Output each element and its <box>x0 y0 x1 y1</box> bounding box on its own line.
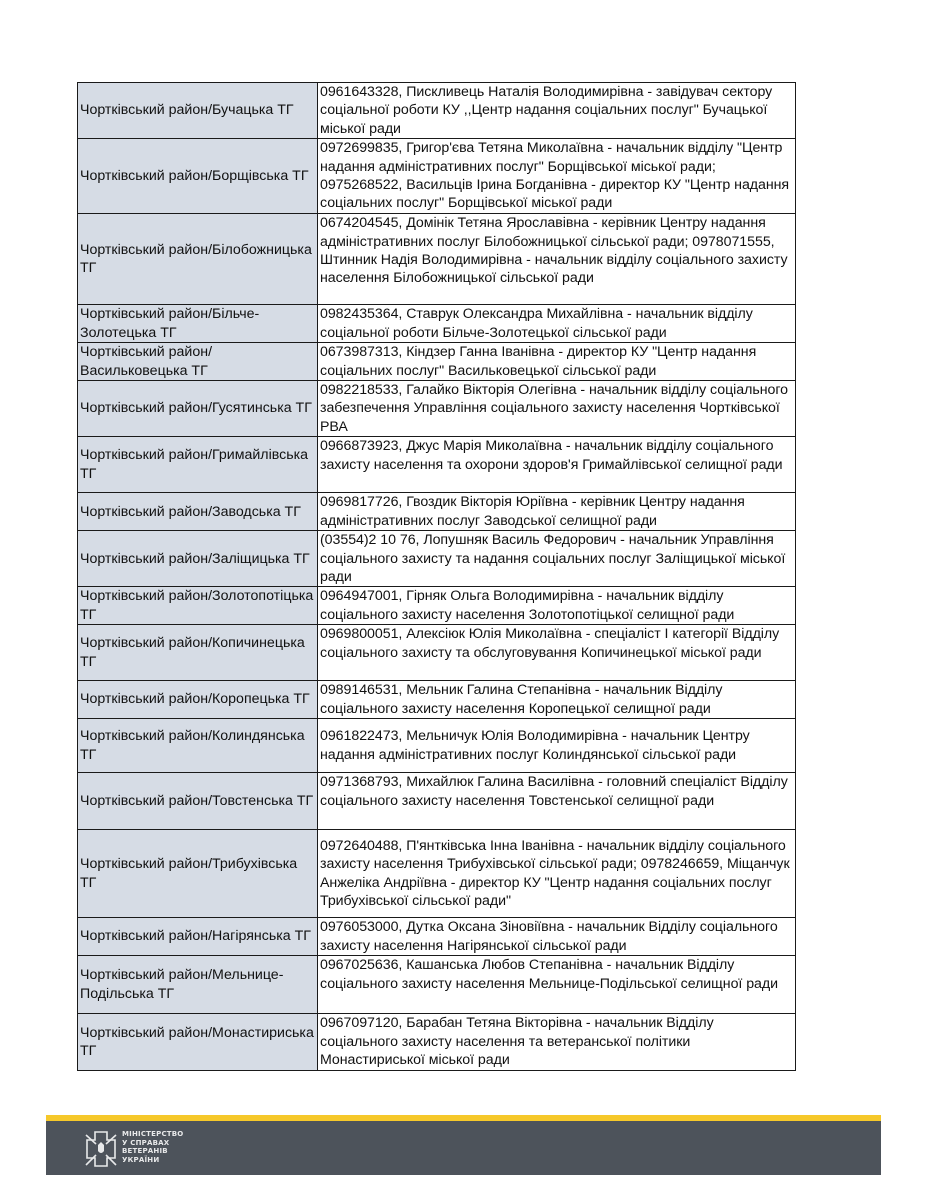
contact-cell: 0966873923, Джус Марія Миколаївна - начальник відділу соціального захисту населення та охорони здоров'я Гримайлівської селищної ради <box>318 437 796 493</box>
contact-cell: 0971368793, Михайлюк Галина Василівна - головний спеціаліст Відділу соціального захисту населення Товстенської селищної ради <box>318 773 796 830</box>
region-cell: Чортківський район/Бучацька ТГ <box>78 83 318 139</box>
table-row <box>78 381 796 437</box>
contact-cell: 0976053000, Дутка Оксана Зіновіївна - начальник Відділу соціального захисту населення Нагірянської сільської ради <box>318 918 796 956</box>
contact-cell: 0964947001, Гірняк Ольга Володимирівна - начальник відділу соціального захисту населення Золотопотіцької селищної ради <box>318 587 796 625</box>
table-row <box>78 719 796 773</box>
contact-cell: 0961643328, Пискливець Наталія Володимирівна - завідувач сектору соціальної роботи КУ ,,Центр надання соціальних послуг" Бучацької міської ради <box>318 83 796 139</box>
table-row <box>78 214 796 305</box>
region-cell: Чортківський район/Колиндянська ТГ <box>78 719 318 773</box>
contact-cell: 0982435364, Ставрук Олександра Михайлівна - начальник відділу соціальної роботи Більче-Золотецької сільської ради <box>318 305 796 343</box>
contact-cell: 0982218533, Галайко Вікторія Олегівна - начальник відділу соціального забезпечення Управління соціального захисту населення Чортківської РВА <box>318 381 796 437</box>
contacts-table <box>77 82 796 1071</box>
region-cell: Чортківський район/Копичинецька ТГ <box>78 625 318 681</box>
table-row <box>78 681 796 719</box>
ministry-emblem-icon <box>82 1129 120 1169</box>
contact-cell: 0969817726, Гвоздик Вікторія Юріївна - керівник Центру надання адміністративних послуг Заводської селищної ради <box>318 493 796 531</box>
region-cell: Чортківський район/Заводська ТГ <box>78 493 318 531</box>
table-row <box>78 437 796 493</box>
page-footer <box>46 1115 881 1175</box>
table-row <box>78 343 796 381</box>
contact-cell: 0972640488, П'янтківська Інна Іванівна - начальник відділу соціального захисту населення Трибухівської сільської ради; 0978246659, Міщанчук Анжеліка Андріївна - директор КУ "Центр надання соціальних послуг Трибухівської сільської ради" <box>318 830 796 918</box>
contact-cell: (03554)2 10 76, Лопушняк Василь Федорович - начальник Управління соціального захисту та надання соціальних послуг Заліщицької міської ради <box>318 531 796 587</box>
contact-cell: 0674204545, Домінік Тетяна Ярославівна - керівник Центру надання адміністративних послуг Білобожницької сільської ради; 0978071555, Штинник Надія Володимирівна - начальник відділу соціального захисту населення Білобожницької сільської ради <box>318 214 796 305</box>
table-row <box>78 587 796 625</box>
table-row <box>78 956 796 1014</box>
table-row <box>78 83 796 139</box>
table-row <box>78 139 796 214</box>
contact-cell: 0989146531, Мельник Галина Степанівна - начальник Відділу соціального захисту населення Коропецької селищної ради <box>318 681 796 719</box>
table-row <box>78 1014 796 1071</box>
region-cell: Чортківський район/Гусятинська ТГ <box>78 381 318 437</box>
region-cell: Чортківський район/Товстенська ТГ <box>78 773 318 830</box>
region-cell: Чортківський район/Васильковецька ТГ <box>78 343 318 381</box>
region-cell: Чортківський район/Трибухівська ТГ <box>78 830 318 918</box>
region-cell: Чортківський район/Гримайлівська ТГ <box>78 437 318 493</box>
contact-cell: 0969800051, Алексіюк Юлія Миколаївна - спеціаліст І категорії Відділу соціального захисту та обслуговування Копичинецької міської ради <box>318 625 796 681</box>
region-cell: Чортківський район/Заліщицька ТГ <box>78 531 318 587</box>
region-cell: Чортківський район/Монастириська ТГ <box>78 1014 318 1071</box>
table-row <box>78 918 796 956</box>
region-cell: Чортківський район/Борщівська ТГ <box>78 139 318 214</box>
region-cell: Чортківський район/Нагірянська ТГ <box>78 918 318 956</box>
table-row <box>78 773 796 830</box>
table-row <box>78 531 796 587</box>
region-cell: Чортківський район/Золотопотіцька ТГ <box>78 587 318 625</box>
region-cell: Чортківський район/Більче-Золотецька ТГ <box>78 305 318 343</box>
contact-cell: 0967097120, Барабан Тетяна Вікторівна - начальник Відділу соціального захисту населення та ветеранської політики Монастириської міської ради <box>318 1014 796 1071</box>
table-row <box>78 493 796 531</box>
contact-cell: 0961822473, Мельничук Юлія Володимирівна - начальник Центру надання адміністративних послуг Колиндянської сільської ради <box>318 719 796 773</box>
table-row <box>78 305 796 343</box>
footer-band <box>46 1121 881 1175</box>
region-cell: Чортківський район/Білобожницька ТГ <box>78 214 318 305</box>
contact-cell: 0673987313, Кіндзер Ганна Іванівна - директор КУ "Центр надання соціальних послуг" Васильковецької сільської ради <box>318 343 796 381</box>
table-row <box>78 830 796 918</box>
ministry-name: МІНІСТЕРСТВО У СПРАВАХ ВЕТЕРАНІВ УКРАЇНИ <box>122 1130 184 1164</box>
region-cell: Чортківський район/Коропецька ТГ <box>78 681 318 719</box>
contact-cell: 0967025636, Кашанська Любов Степанівна - начальник Відділу соціального захисту населення Мельнице-Подільської селищної ради <box>318 956 796 1014</box>
contact-cell: 0972699835, Григор'єва Тетяна Миколаївна - начальник відділу "Центр надання адміністративних послуг" Борщівської міської ради; 0975268522, Васильців Ірина Богданівна - директор КУ "Центр надання соціальних послуг" Борщівської міської ради <box>318 139 796 214</box>
region-cell: Чортківський район/Мельнице-Подільська ТГ <box>78 956 318 1014</box>
table-row <box>78 625 796 681</box>
